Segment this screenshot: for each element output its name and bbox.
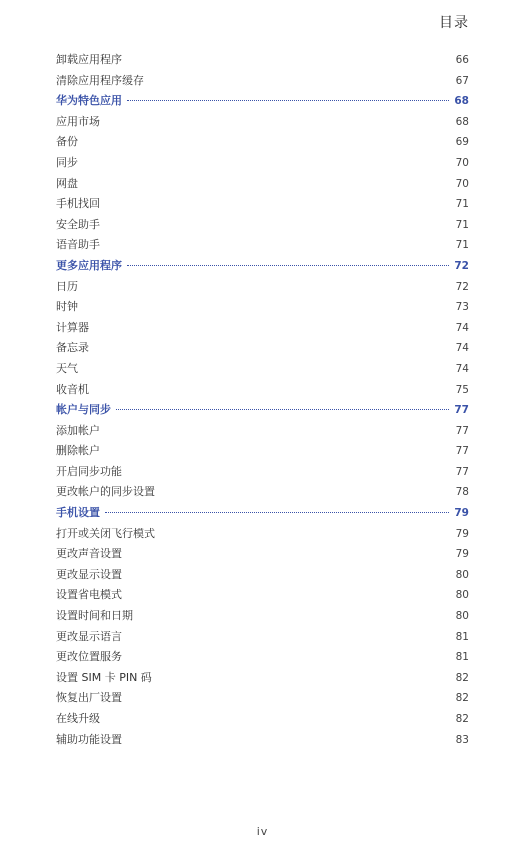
toc-entry[interactable] (56, 50, 469, 71)
toc-entry-title: 更多应用程序 (56, 258, 122, 272)
toc-entry-title: 设置 SIM 卡 PIN 码 (56, 670, 152, 684)
toc-entry[interactable] (56, 297, 469, 318)
toc-entry-page: 68 (454, 95, 469, 108)
toc-entry-title: 设置时间和日期 (56, 609, 133, 623)
toc-entry-page: 72 (454, 259, 469, 272)
toc-entry[interactable] (56, 482, 469, 503)
toc-entry-title: 帐户与同步 (56, 403, 111, 417)
dot-leader (127, 100, 449, 101)
toc-chapter-entry[interactable] (56, 91, 469, 112)
toc-entry-page: 78 (455, 486, 469, 499)
toc-entry[interactable] (56, 668, 469, 689)
toc-entry-page: 67 (455, 74, 469, 87)
toc-entry-page: 82 (455, 671, 469, 684)
page-header-title: 目录 (439, 15, 469, 31)
toc-entry-page: 82 (455, 692, 469, 705)
toc-chapter-entry[interactable] (56, 256, 469, 277)
toc-entry-title: 在线升级 (56, 712, 100, 725)
toc-entry-title: 更改位置服务 (56, 650, 122, 664)
toc-entry[interactable] (56, 441, 469, 462)
toc-entry-title: 开启同步功能 (56, 464, 122, 478)
toc-entry-title: 删除帐户 (56, 444, 100, 458)
toc-entry[interactable] (56, 277, 469, 298)
toc-entry[interactable] (56, 647, 469, 668)
toc-entry-page: 69 (455, 136, 469, 149)
toc-entry-page: 71 (455, 218, 469, 231)
toc-entry[interactable] (56, 132, 469, 153)
toc-entry-page: 68 (455, 115, 469, 128)
toc-entry-page: 79 (455, 548, 469, 561)
toc-entry-page: 81 (455, 651, 469, 664)
toc-entry-page: 77 (455, 445, 469, 458)
toc-entry-page: 70 (455, 156, 469, 169)
toc-entry-page: 74 (455, 321, 469, 334)
toc-chapter-entry[interactable] (56, 503, 469, 524)
toc-entry-title: 手机设置 (56, 506, 100, 520)
toc-entry-title: 更改显示设置 (56, 567, 122, 581)
toc-entry-title: 应用市场 (56, 114, 100, 128)
toc-entry-page: 74 (455, 362, 469, 375)
toc-entry-title: 备份 (56, 135, 78, 149)
toc-entry-title: 网盘 (56, 176, 78, 190)
toc-entry-page: 80 (455, 589, 469, 602)
toc-entry[interactable] (56, 585, 469, 606)
toc-entry-page: 72 (455, 280, 469, 293)
toc-entry-title: 安全助手 (56, 217, 100, 231)
toc-entry-title: 打开或关闭飞行模式 (56, 526, 155, 540)
toc-entry[interactable] (56, 688, 469, 709)
toc-entry-title: 更改显示语言 (56, 629, 122, 643)
toc-entry[interactable] (56, 380, 469, 401)
toc-entry[interactable] (56, 421, 469, 442)
toc-entry-page: 71 (455, 198, 469, 211)
toc-entry-page: 70 (455, 177, 469, 190)
toc-entry-title: 设置省电模式 (56, 588, 122, 602)
toc-entry[interactable] (56, 215, 469, 236)
toc-entry-page: 83 (455, 733, 469, 746)
toc-entry[interactable] (56, 338, 469, 359)
toc-entry-page: 74 (455, 342, 469, 355)
dot-leader (105, 512, 449, 513)
toc-entry-title: 添加帐户 (56, 423, 100, 437)
toc-entry-title: 日历 (56, 279, 78, 293)
toc-entry-title: 恢复出厂设置 (56, 691, 122, 705)
table-of-contents (56, 50, 469, 750)
toc-entry-title: 清除应用程序缓存 (56, 73, 144, 87)
dot-leader (116, 409, 449, 410)
toc-entry[interactable] (56, 174, 469, 195)
toc-entry-title: 更改帐户的同步设置 (56, 485, 155, 499)
toc-entry[interactable] (56, 730, 469, 751)
toc-entry-title: 更改声音设置 (56, 547, 122, 561)
toc-entry-page: 71 (455, 239, 469, 252)
toc-entry-page: 66 (455, 54, 469, 66)
toc-entry-page: 80 (455, 610, 469, 623)
toc-entry-title: 天气 (56, 361, 78, 375)
toc-entry-page: 75 (455, 383, 469, 396)
toc-entry-page: 79 (454, 507, 469, 520)
toc-entry-title: 同步 (56, 155, 78, 169)
toc-entry[interactable] (56, 359, 469, 380)
dot-leader (127, 265, 449, 266)
toc-entry-page: 80 (455, 568, 469, 581)
toc-entry-title: 备忘录 (56, 341, 89, 355)
toc-entry-page: 77 (455, 465, 469, 478)
toc-entry-page: 79 (455, 527, 469, 540)
toc-entry-title: 辅助功能设置 (56, 732, 122, 746)
toc-entry-page: 82 (455, 713, 469, 725)
toc-entry[interactable] (56, 709, 469, 730)
toc-chapter-entry[interactable] (56, 400, 469, 421)
toc-entry-title: 语音助手 (56, 238, 100, 252)
toc-entry-title: 计算器 (56, 320, 89, 334)
toc-entry[interactable] (56, 194, 469, 215)
toc-entry-page: 81 (455, 630, 469, 643)
toc-entry-page: 77 (454, 404, 469, 417)
page-number: iv (256, 825, 269, 838)
toc-entry[interactable] (56, 112, 469, 133)
toc-entry-title: 华为特色应用 (56, 94, 122, 108)
toc-entry[interactable] (56, 462, 469, 483)
toc-entry-page: 73 (455, 301, 469, 314)
toc-entry-title: 手机找回 (56, 197, 100, 211)
toc-entry[interactable] (56, 627, 469, 648)
toc-entry[interactable] (56, 524, 469, 545)
toc-entry-title: 时钟 (56, 300, 78, 314)
toc-entry[interactable] (56, 153, 469, 174)
toc-entry[interactable] (56, 318, 469, 339)
toc-entry-title: 卸载应用程序 (56, 53, 122, 66)
toc-entry-title: 收音机 (56, 382, 89, 396)
toc-entry-page: 77 (455, 424, 469, 437)
toc-entry[interactable] (56, 606, 469, 627)
toc-entry[interactable] (56, 235, 469, 256)
toc-entry[interactable] (56, 544, 469, 565)
toc-entry[interactable] (56, 565, 469, 586)
toc-entry[interactable] (56, 71, 469, 92)
